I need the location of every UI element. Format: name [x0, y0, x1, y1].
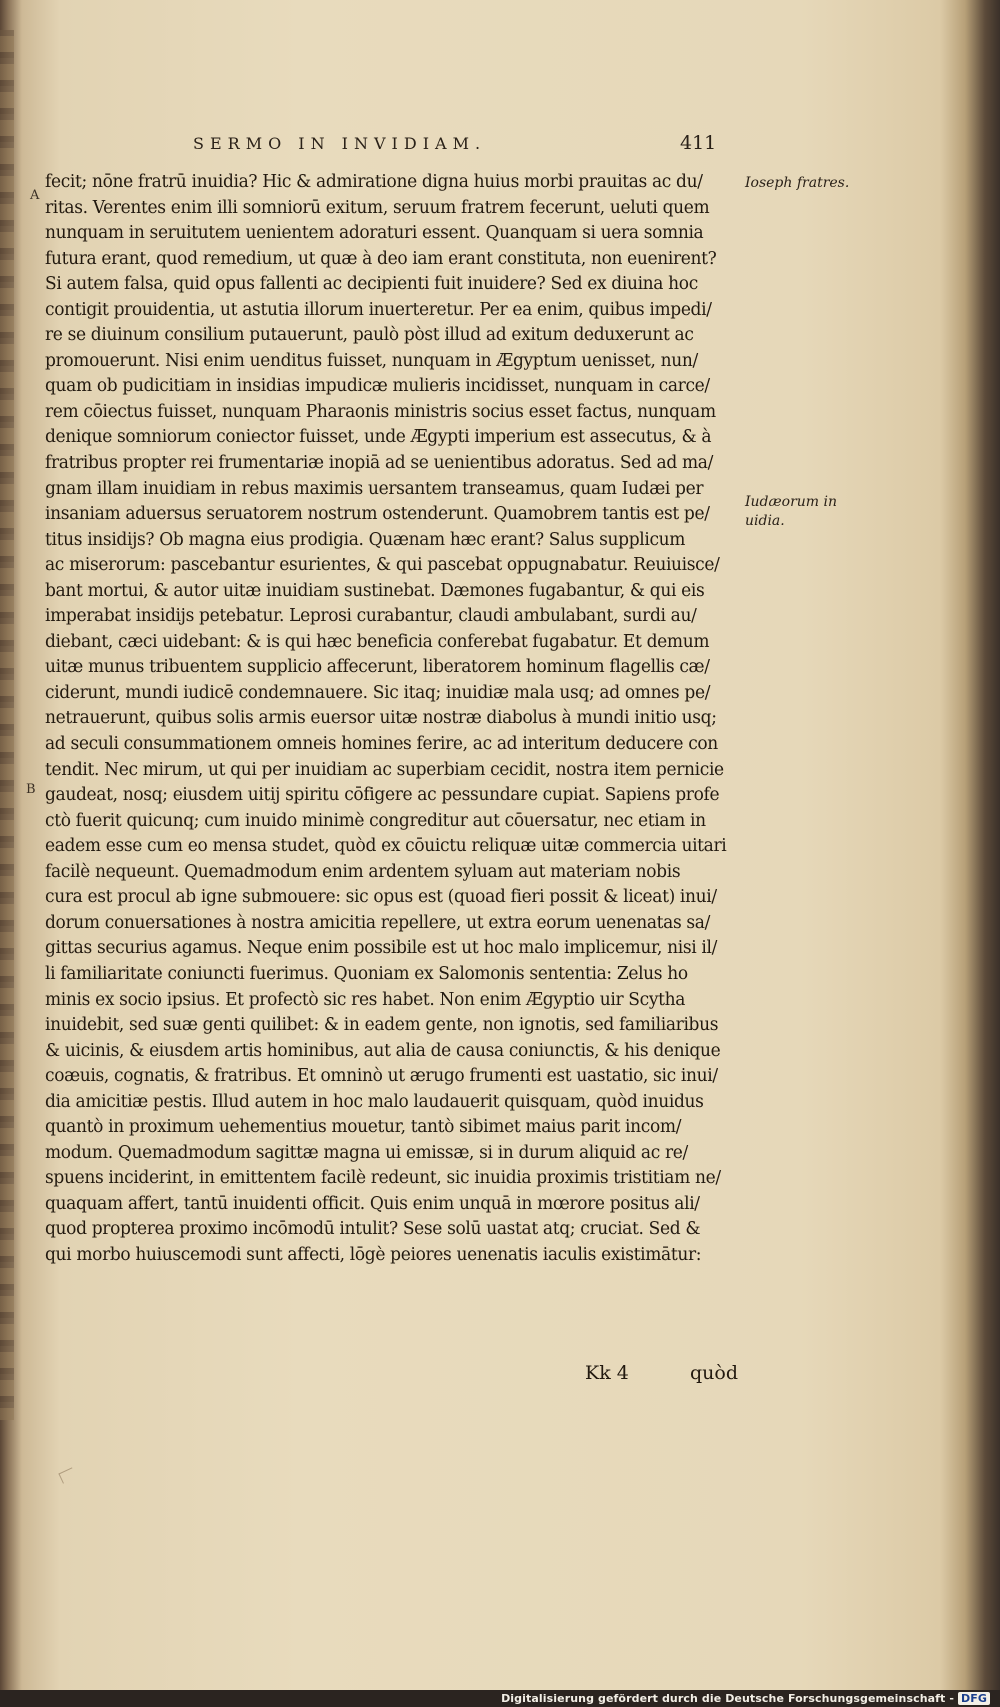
text-line: facilè nequeunt. Quemadmodum enim ardentem syluam aut materiam nobis — [45, 861, 681, 882]
catchword: quòd — [690, 1362, 739, 1384]
text-line: minis ex socio ipsius. Et profectò sic res habet. Non enim Ægyptio uir Scytha — [45, 989, 686, 1010]
text-line: rem cōiectus fuisset, nunquam Pharaonis ministris socius esset factus, nunquam — [45, 401, 716, 422]
text-line: gaudeat, nosq; eiusdem uitij spiritu cōfigere ac pessundare cupiat. Sapiens profe — [45, 785, 720, 806]
text-line: ad seculi consummationem omneis homines ferire, ac ad interitum deducere con — [45, 734, 718, 755]
text-line: fratribus propter rei frumentariæ inopiā ad se uenientibus adoratus. Sed ad ma/ — [45, 453, 713, 474]
section-marker-a: A — [30, 188, 40, 203]
text-line: promouerunt. Nisi enim uenditus fuisset, nunquam in Ægyptum uenisset, nun/ — [45, 350, 698, 371]
text-line: ac miserorum: pascebantur esurientes, & qui pascebat oppugnabatur. Reuiuisce/ — [45, 555, 720, 576]
margin-note-ioseph — [745, 174, 849, 193]
text-line: cura est procul ab igne submouere: sic opus est (quoad fieri possit & liceat) inui/ — [45, 887, 717, 908]
text-line: Si autem falsa, quid opus fallenti ac decipienti fuit inuidere? Sed ex diuina hoc — [45, 274, 698, 295]
text-line: modum. Quemadmodum sagittæ magna ui emissæ, si in durum aliquid ac re/ — [45, 1142, 688, 1163]
section-marker-b: B — [26, 782, 36, 797]
dfg-logo: DFG — [958, 1692, 990, 1705]
text-line: titus insidijs? Ob magna eius prodigia. Quænam hæc erant? Salus supplicum — [45, 529, 686, 550]
margin-note-line: uidia. — [745, 513, 785, 529]
text-line: li familiaritate coniuncti fuerimus. Quoniam ex Salomonis sententia: Zelus ho — [45, 963, 688, 984]
margin-note-line: Ioseph fratres. — [745, 175, 850, 191]
text-line: ctò fuerit quicunq; cum inuido minimè congreditur aut cōuersatur, nec etiam in — [45, 810, 706, 831]
text-line: quantò in proximum uehementius mouetur, tantò sibimet maius parit incom/ — [45, 1117, 682, 1138]
text-line: re se diuinum consilium putauerunt, paulò pòst illud ad exitum deduxerunt ac — [45, 325, 694, 346]
text-line: ritas. Verentes enim illi somniorū exitum, seruum fratrem fecerunt, ueluti quem — [45, 197, 710, 218]
credit-text: Digitalisierung gefördert durch die Deutsche Forschungsgemeinschaft - — [501, 1692, 955, 1705]
text-line: imperabat insidijs petebatur. Leprosi curabantur, claudi ambulabant, surdi au/ — [45, 606, 697, 627]
text-line: eadem esse cum eo mensa studet, quòd ex cōuictu reliquæ uitæ commercia uitari — [45, 836, 727, 857]
signature-mark: Kk 4 — [585, 1362, 629, 1384]
folio-number: 411 — [680, 132, 717, 154]
text-line: & uicinis, & eiusdem artis hominibus, aut alia de causa coniunctis, & his denique — [45, 1040, 721, 1061]
facing-page-edge — [0, 30, 14, 1420]
text-line: dorum conuersationes à nostra amicitia repellere, ut extra eorum uenenatas sa/ — [45, 912, 711, 933]
text-line: dia amicitiæ pestis. Illud autem in hoc malo laudauerit quisquam, quòd inuidus — [45, 1091, 704, 1112]
text-line: contigit prouidentia, ut astutia illorum inuerteretur. Per ea enim, quibus impedi/ — [45, 299, 712, 320]
text-line: quam ob pudicitiam in insidias impudicæ mulieris incidisset, nunquam in carce/ — [45, 376, 710, 397]
margin-note-iudaeorum — [745, 493, 837, 531]
text-line: spuens inciderint, in emittentem facilè redeunt, sic inuidia proximis tristitiam ne/ — [45, 1168, 721, 1189]
text-line: diebant, cæci uidebant: & is qui hæc beneficia conferebat fugabatur. Et demum — [45, 631, 710, 652]
text-line: qui morbo huiuscemodi sunt affecti, lōgè peiores uenenatis iaculis existimātur: — [45, 1244, 702, 1265]
text-line: gnam illam inuidiam in rebus maximis uersantem transeamus, quam Iudæi per — [45, 478, 704, 499]
running-title: SERMO IN INVIDIAM. — [193, 134, 487, 153]
text-line: ciderunt, mundi iudicē condemnauere. Sic itaq; inuidiæ mala usq; ad omnes pe/ — [45, 682, 711, 703]
text-line: gittas securius agamus. Neque enim possibile est ut hoc malo implicemur, nisi il/ — [45, 938, 718, 959]
text-line: quaquam affert, tantū inuidenti officit. Quis enim unquā in mœrore positus ali/ — [45, 1193, 700, 1214]
text-line: quod propterea proximo incōmodū intulit? Sese solū uastat atq; cruciat. Sed & — [45, 1219, 701, 1240]
text-line: coæuis, cognatis, & fratribus. Et omninò ut ærugo frumenti est uastatio, sic inui/ — [45, 1066, 718, 1087]
body-text — [45, 170, 745, 1269]
digitization-credit — [501, 1692, 990, 1705]
text-line: bant mortui, & autor uitæ inuidiam sustinebat. Dæmones fugabantur, & qui eis — [45, 580, 705, 601]
text-line: futura erant, quod remedium, ut quæ à deo iam erant constituta, non euenirent? — [45, 248, 717, 269]
text-line: uitæ munus tribuentem supplicio affecerunt, liberatorem hominum flagellis cæ/ — [45, 657, 710, 678]
text-line: netrauerunt, quibus solis armis euersor uitæ nostræ diabolus à mundi initio usq; — [45, 708, 717, 729]
text-line: inuidebit, sed suæ genti quilibet: & in eadem gente, non ignotis, sed familiaribus — [45, 1015, 719, 1036]
text-line: nunquam in seruitutem uenientem adoraturi essent. Quanquam si uera somnia — [45, 223, 704, 244]
text-line: tendit. Nec mirum, ut qui per inuidiam ac superbiam cecidit, nostra item pernicie — [45, 759, 724, 780]
text-line: denique somniorum coniector fuisset, unde Ægypti imperium est assecutus, & à — [45, 427, 712, 448]
margin-note-line: Iudæorum in — [745, 494, 838, 510]
text-line: insaniam aduersus seruatorem nostrum ostenderunt. Quamobrem tantis est pe/ — [45, 504, 710, 525]
text-line: fecit; nōne fratrū inuidia? Hic & admiratione digna huius morbi prauitas ac du/ — [45, 172, 703, 192]
